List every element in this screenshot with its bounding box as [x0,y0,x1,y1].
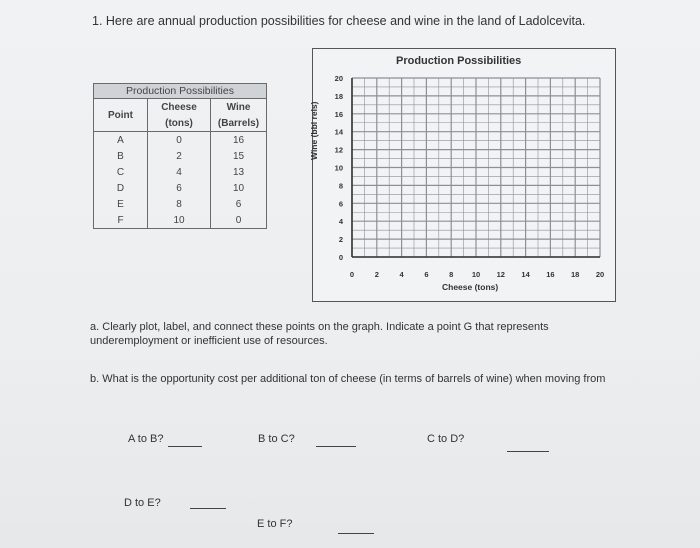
graph-title: Production Possibilities [396,55,522,67]
x-tick-label: 14 [521,270,530,279]
row-wine: 0 [211,212,267,229]
part-a-text-4: that represents underemployment or inefficient use of resources. [90,321,549,347]
row-point: F [94,212,148,229]
row-cheese: 10 [148,212,211,229]
answer-label-d-to-e: D to E? [124,497,161,509]
y-tick-label: 10 [334,163,343,173]
answer-blank-c-to-d[interactable] [507,451,549,452]
part-a [90,320,630,348]
row-cheese: 0 [148,132,211,149]
y-tick-label: 0 [338,253,343,262]
x-tick-label: 8 [449,270,454,279]
row-point: D [94,180,148,196]
answer-label-a-to-b: A to B? [128,433,164,445]
answer-blank-b-to-c[interactable] [316,446,356,447]
x-tick-label: 12 [496,270,505,279]
y-axis-label: Wine (bbl rels) [309,101,319,160]
y-tick-label: 2 [338,235,343,245]
row-cheese: 2 [148,148,211,164]
part-a-text-2: these points on the graph. [252,321,387,333]
answer-blank-d-to-e[interactable] [190,508,226,509]
x-tick-label: 10 [471,270,481,279]
answer-blank-a-to-b[interactable] [168,446,202,447]
x-tick-label: 2 [374,270,379,279]
y-tick-label: 18 [334,91,343,101]
answer-label-e-to-f: E to F? [257,518,293,530]
y-tick-label: 8 [338,181,343,191]
row-wine: 15 [211,148,267,164]
part-a-text-1: Clearly plot, label, and connect [102,321,253,333]
table-caption: Production Possibilities [94,84,267,99]
y-tick-label: 4 [338,217,343,227]
y-tick-label: 6 [338,199,343,209]
x-tick-label: 20 [595,270,605,279]
row-point: C [94,164,148,180]
question-title: 1. Here are annual production possibilities for cheese and wine in the land of Ladolcevita. [92,14,586,28]
y-tick-label: 12 [334,145,343,155]
x-tick-label: 6 [424,270,429,279]
row-wine: 6 [211,196,267,212]
header-wine: Wine [211,99,267,116]
x-tick-label: 4 [399,270,404,279]
header-cheese: Cheese [148,99,211,116]
part-a-text-3: Indicate a point G [386,321,473,333]
part-b-letter: b. [90,373,100,385]
answer-label-b-to-c: B to C? [258,433,295,445]
row-wine: 16 [211,132,267,149]
row-point: E [94,196,148,212]
row-point: A [94,132,148,149]
header-cheese-unit: (tons) [148,115,211,132]
part-a-letter: a. [90,321,100,333]
row-wine: 10 [211,180,267,196]
answer-label-c-to-d: C to D? [427,433,465,445]
y-tick-label: 16 [334,109,343,119]
row-point: B [94,148,148,164]
header-wine-unit: (Barrels) [211,115,267,132]
row-cheese: 8 [148,196,211,212]
row-cheese: 6 [148,180,211,196]
x-tick-label: 0 [349,270,355,279]
y-tick-label: 20 [334,74,343,83]
y-tick-label: 14 [334,127,343,137]
part-b [90,372,630,386]
row-wine: 13 [211,164,267,180]
x-tick-label: 16 [546,270,555,279]
row-cheese: 4 [148,164,211,180]
header-point: Point [94,99,148,132]
x-axis-label: Cheese (tons) [442,282,499,292]
answer-blank-e-to-f[interactable] [338,533,374,534]
part-b-text: What is the opportunity cost per additional ton of cheese (in terms of barrels of wine) when moving from [102,373,606,385]
x-tick-label: 18 [571,270,580,279]
